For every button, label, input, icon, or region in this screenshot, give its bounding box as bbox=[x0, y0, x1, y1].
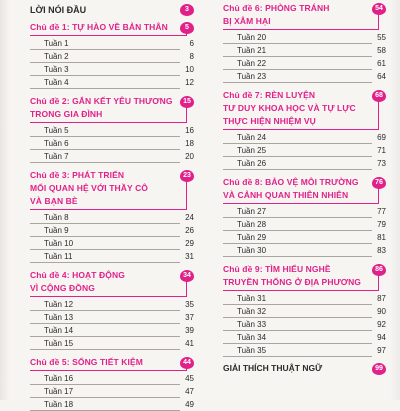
week-row[interactable] bbox=[223, 144, 386, 157]
week-page: 64 bbox=[377, 72, 386, 81]
week-label: Tuần 13 bbox=[44, 313, 74, 322]
week-label: Tuần 4 bbox=[44, 78, 69, 87]
week-page: 73 bbox=[377, 159, 386, 168]
week-row[interactable] bbox=[223, 344, 386, 357]
chapter-4-title-line: Chủ đề 4: HOẠT ĐỘNG bbox=[30, 270, 125, 280]
week-label: Tuần 22 bbox=[237, 59, 267, 68]
chapter-8-underline bbox=[223, 203, 379, 204]
week-page: 58 bbox=[377, 46, 386, 55]
week-row[interactable] bbox=[223, 157, 386, 170]
week-row[interactable] bbox=[223, 292, 386, 305]
chapter-8-page-badge: 76 bbox=[372, 177, 386, 189]
week-label: Tuần 30 bbox=[237, 246, 267, 255]
week-row[interactable] bbox=[223, 244, 386, 257]
week-label: Tuần 2 bbox=[44, 52, 69, 61]
week-page: 8 bbox=[189, 52, 194, 61]
week-label: Tuần 27 bbox=[237, 207, 267, 216]
chapter-9-title-line: TRUYỀN THỐNG Ở ĐỊA PHƯƠNG bbox=[223, 277, 362, 287]
chapter-7-title-line: TƯ DUY KHOA HỌC VÀ TỰ LỰC bbox=[223, 103, 356, 113]
chapter-9-page-badge: 86 bbox=[372, 264, 386, 276]
week-page: 47 bbox=[185, 387, 194, 396]
week-page: 45 bbox=[185, 374, 194, 383]
week-row[interactable] bbox=[30, 311, 194, 324]
week-row[interactable] bbox=[30, 298, 194, 311]
week-label: Tuần 23 bbox=[237, 72, 267, 81]
week-row[interactable] bbox=[223, 57, 386, 70]
week-page: 35 bbox=[185, 300, 194, 309]
chapter-3-title-line: VÀ BẠN BÈ bbox=[30, 196, 78, 206]
chapter-4-underline bbox=[30, 296, 187, 297]
week-label: Tuần 17 bbox=[44, 387, 74, 396]
chapter-5-underline bbox=[30, 370, 187, 371]
week-row[interactable] bbox=[223, 218, 386, 231]
chapter-3-title-line: MỐI QUAN HỆ VỚI THẦY CÔ bbox=[30, 183, 149, 193]
chapter-2-page-badge: 15 bbox=[180, 96, 194, 108]
week-page: 69 bbox=[377, 133, 386, 142]
week-row[interactable] bbox=[30, 372, 194, 385]
week-label: Tuần 14 bbox=[44, 326, 74, 335]
chapter-3-underline bbox=[30, 209, 187, 210]
week-label: Tuần 7 bbox=[44, 152, 69, 161]
week-row[interactable] bbox=[30, 337, 194, 350]
week-row[interactable] bbox=[30, 150, 194, 163]
week-row[interactable] bbox=[30, 398, 194, 411]
week-label: Tuần 10 bbox=[44, 239, 74, 248]
week-page: 41 bbox=[185, 339, 194, 348]
chapter-7-underline bbox=[223, 129, 379, 130]
week-row[interactable] bbox=[30, 124, 194, 137]
week-label: Tuần 16 bbox=[44, 374, 74, 383]
week-page: 37 bbox=[185, 313, 194, 322]
week-row[interactable] bbox=[223, 305, 386, 318]
week-row[interactable] bbox=[30, 37, 194, 50]
week-page: 18 bbox=[185, 139, 194, 148]
week-page: 79 bbox=[377, 220, 386, 229]
week-row[interactable] bbox=[30, 137, 194, 150]
week-page: 20 bbox=[185, 152, 194, 161]
week-row[interactable] bbox=[30, 385, 194, 398]
week-label: Tuần 8 bbox=[44, 213, 69, 222]
week-page: 92 bbox=[377, 320, 386, 329]
week-label: Tuần 31 bbox=[237, 294, 267, 303]
chapter-1-underline bbox=[30, 35, 187, 36]
week-page: 77 bbox=[377, 207, 386, 216]
week-label: Tuần 21 bbox=[237, 46, 267, 55]
week-row[interactable] bbox=[30, 63, 194, 76]
chapter-5-title-line: Chủ đề 5: SỐNG TIẾT KIỆM bbox=[30, 357, 143, 367]
week-page: 31 bbox=[185, 252, 194, 261]
week-label: Tuần 11 bbox=[44, 252, 73, 261]
chapter-2-underline bbox=[30, 122, 187, 123]
week-page: 49 bbox=[185, 400, 194, 409]
chapter-2-title-line: TRONG GIA ĐÌNH bbox=[30, 109, 103, 119]
toc-intro-entry[interactable] bbox=[22, 3, 194, 17]
chapter-3-page-badge: 23 bbox=[180, 170, 194, 182]
week-label: Tuần 3 bbox=[44, 65, 69, 74]
week-label: Tuần 35 bbox=[237, 346, 267, 355]
week-row[interactable] bbox=[223, 70, 386, 83]
week-label: Tuần 25 bbox=[237, 146, 267, 155]
week-row[interactable] bbox=[30, 224, 194, 237]
week-row[interactable] bbox=[30, 211, 194, 224]
chapter-1-title-line: Chủ đề 1: TỰ HÀO VỀ BẢN THÂN bbox=[30, 22, 168, 32]
chapter-6-title-line: BỊ XÂM HẠI bbox=[223, 16, 271, 26]
chapter-5-page-badge: 44 bbox=[180, 357, 194, 369]
week-row[interactable] bbox=[223, 131, 386, 144]
week-row[interactable] bbox=[30, 76, 194, 89]
glossary-page-badge: 99 bbox=[372, 363, 386, 375]
week-page: 10 bbox=[185, 65, 194, 74]
week-page: 90 bbox=[377, 307, 386, 316]
week-page: 87 bbox=[377, 294, 386, 303]
week-row[interactable] bbox=[223, 31, 386, 44]
week-label: Tuần 33 bbox=[237, 320, 267, 329]
intro-label: LỜI NÓI ĐẦU bbox=[30, 5, 87, 15]
week-row[interactable] bbox=[223, 44, 386, 57]
week-page: 26 bbox=[185, 226, 194, 235]
week-row[interactable] bbox=[223, 331, 386, 344]
week-label: Tuần 20 bbox=[237, 33, 267, 42]
week-page: 6 bbox=[189, 39, 194, 48]
chapter-4-page-badge: 34 bbox=[180, 270, 194, 282]
week-page: 71 bbox=[377, 146, 386, 155]
week-page: 24 bbox=[185, 213, 194, 222]
week-label: Tuần 5 bbox=[44, 126, 69, 135]
intro-page-badge: 3 bbox=[180, 4, 194, 16]
week-page: 55 bbox=[377, 33, 386, 42]
chapter-8-title-line: VÀ CẢNH QUAN THIÊN NHIÊN bbox=[223, 190, 349, 200]
week-row[interactable] bbox=[223, 231, 386, 244]
week-row[interactable] bbox=[30, 50, 194, 63]
week-page: 61 bbox=[377, 59, 386, 68]
week-page: 29 bbox=[185, 239, 194, 248]
week-row[interactable] bbox=[30, 324, 194, 337]
week-page: 97 bbox=[377, 346, 386, 355]
week-row[interactable] bbox=[30, 250, 194, 263]
chapter-6-page-badge: 54 bbox=[372, 3, 386, 15]
week-label: Tuần 6 bbox=[44, 139, 69, 148]
chapter-9-underline bbox=[223, 290, 379, 291]
chapter-3-title-line: Chủ đề 3: PHÁT TRIỂN bbox=[30, 170, 125, 180]
week-label: Tuần 9 bbox=[44, 226, 69, 235]
week-label: Tuần 32 bbox=[237, 307, 267, 316]
week-page: 39 bbox=[185, 326, 194, 335]
week-label: Tuần 1 bbox=[44, 39, 69, 48]
week-label: Tuần 29 bbox=[237, 233, 267, 242]
chapter-7-title-line: THỰC HIỆN NHIỆM VỤ bbox=[223, 116, 316, 126]
week-row[interactable] bbox=[223, 318, 386, 331]
chapter-1-page-badge: 5 bbox=[180, 22, 194, 34]
week-label: Tuần 24 bbox=[237, 133, 267, 142]
week-label: Tuần 26 bbox=[237, 159, 267, 168]
chapter-9-title-line: Chủ đề 9: TÌM HIỂU NGHỀ bbox=[223, 264, 331, 274]
week-page: 94 bbox=[377, 333, 386, 342]
week-page: 12 bbox=[185, 78, 194, 87]
chapter-7-page-badge: 68 bbox=[372, 90, 386, 102]
chapter-8-title-line: Chủ đề 8: BẢO VỆ MÔI TRƯỜNG bbox=[223, 177, 359, 187]
week-row[interactable] bbox=[30, 237, 194, 250]
week-label: Tuần 28 bbox=[237, 220, 267, 229]
chapter-6-underline bbox=[223, 29, 379, 30]
week-page: 16 bbox=[185, 126, 194, 135]
week-label: Tuần 18 bbox=[44, 400, 74, 409]
chapter-4-title-line: VÌ CỘNG ĐỒNG bbox=[30, 283, 95, 293]
glossary-label: GIẢI THÍCH THUẬT NGỮ bbox=[223, 363, 323, 373]
week-label: Tuần 15 bbox=[44, 339, 74, 348]
week-row[interactable] bbox=[223, 205, 386, 218]
chapter-2-title-line: Chủ đề 2: GẮN KẾT YÊU THƯƠNG bbox=[30, 96, 173, 106]
chapter-7-title-line: Chủ đề 7: RÈN LUYỆN bbox=[223, 90, 316, 100]
week-label: Tuần 34 bbox=[237, 333, 267, 342]
week-page: 83 bbox=[377, 246, 386, 255]
week-page: 81 bbox=[377, 233, 386, 242]
week-label: Tuần 12 bbox=[44, 300, 74, 309]
chapter-6-title-line: Chủ đề 6: PHÒNG TRÁNH bbox=[223, 3, 330, 13]
